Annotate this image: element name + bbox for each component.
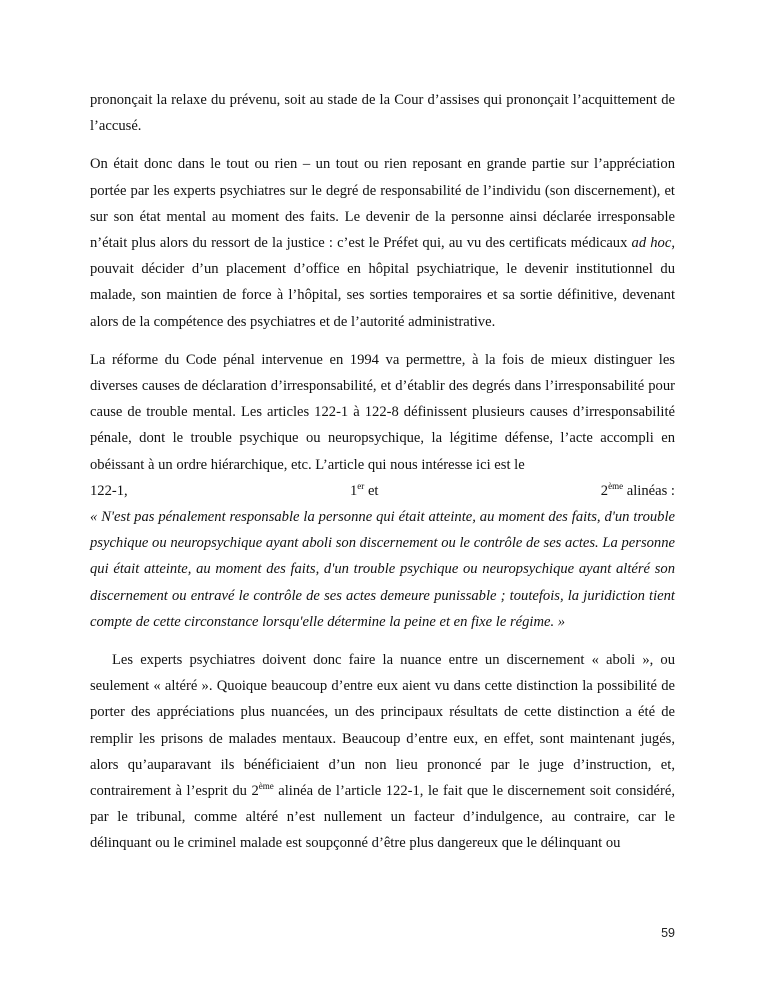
paragraph-4-text-a: Les experts psychiatres doivent donc faire la nuance entre un discernement « aboli », ou seulement « altéré ». Quoique beaucoup d’entre eux aient vu dans cette distinction la possibilité de porter des appréciations plus nuancées, un des principaux résultats de cette distinction a été de remplir les prisons de malades mentaux. Beaucoup d’entre eux, en effet, sont maintenant jugés, alors qu’auparavant ils bénéficiaient d’un non lieu prononcé par le juge d’instruction, et, contrairement à l’esprit du 2 [90, 652, 675, 800]
legal-quote: « N'est pas pénalement responsable la personne qui était atteinte, au moment des faits, d'un trouble psychique ou neuropsychique ayant aboli son discernement ou le contrôle de ses actes. La personne qui était atteinte, au moment des faits, d'un trouble psychique ou neuropsychique ayant altéré son discernement ou entravé le contrôle de ses actes demeure punissable ; toutefois, la juridiction tient compte de cette circonstance lorsqu'elle détermine la peine et en fixe le régime. » [90, 509, 675, 630]
spread-article: 122-1, [90, 482, 128, 499]
document-body [90, 87, 675, 857]
paragraph-4 [90, 647, 675, 857]
spread-second: 2ème alinéas : [600, 480, 675, 499]
paragraph-2-text-b: , pouvait décider d’un placement d’office en hôpital psychiatrique, le devenir institutionnel du malade, son maintien de force à l’hôpital, ses sorties temporaires et sa sortie définitive, devenant alors de la compétence des psychiatres et de l’autorité administrative. [90, 235, 675, 330]
paragraph-1: prononçait la relaxe du prévenu, soit au stade de la Cour d’assises qui prononçait l’acquittement de l’accusé. [90, 92, 675, 135]
paragraph-2 [90, 151, 675, 334]
paragraph-3: La réforme du Code pénal intervenue en 1994 va permettre, à la fois de mieux distinguer les diverses causes de déclaration d’irresponsabilité, et d’établir des degrés dans l’irresponsabilité pour cause de trouble mental. Les articles 122-1 à 122-8 définissent plusieurs causes d’irresponsabilité pénale, dont le trouble psychique ou neuropsychique, la légitime défense, l’acte accompli en obéissant à un ordre hiérarchique, etc. L’article qui nous intéresse ici est le [90, 351, 675, 473]
paragraph-3-spread-line [90, 478, 675, 504]
paragraph-4-text-b: alinéa de l’article 122-1, le fait que le discernement soit considéré, par le tribunal, comme altéré n’est nullement un facteur d’indulgence, au contraire, car le délinquant ou le criminel malade est soupçonné d’être plus dangereux que le délinquant ou [90, 783, 676, 852]
spread-first: 1er et [350, 480, 379, 499]
paragraph-4-sup: ème [258, 781, 274, 792]
paragraph-2-text-a: On était donc dans le tout ou rien – un tout ou rien reposant en grande partie sur l’appréciation portée par les experts psychiatres sur le degré de responsabilité de l’individu (son discernement), et sur son état mental au moment des faits. Le devenir de la personne ainsi déclarée irresponsable n’était plus alors du ressort de la justice : c’est le Préfet qui, au vu des certificats médicaux [90, 156, 675, 252]
page-number: 59 [661, 926, 675, 940]
paragraph-2-italic: ad hoc [631, 235, 672, 252]
